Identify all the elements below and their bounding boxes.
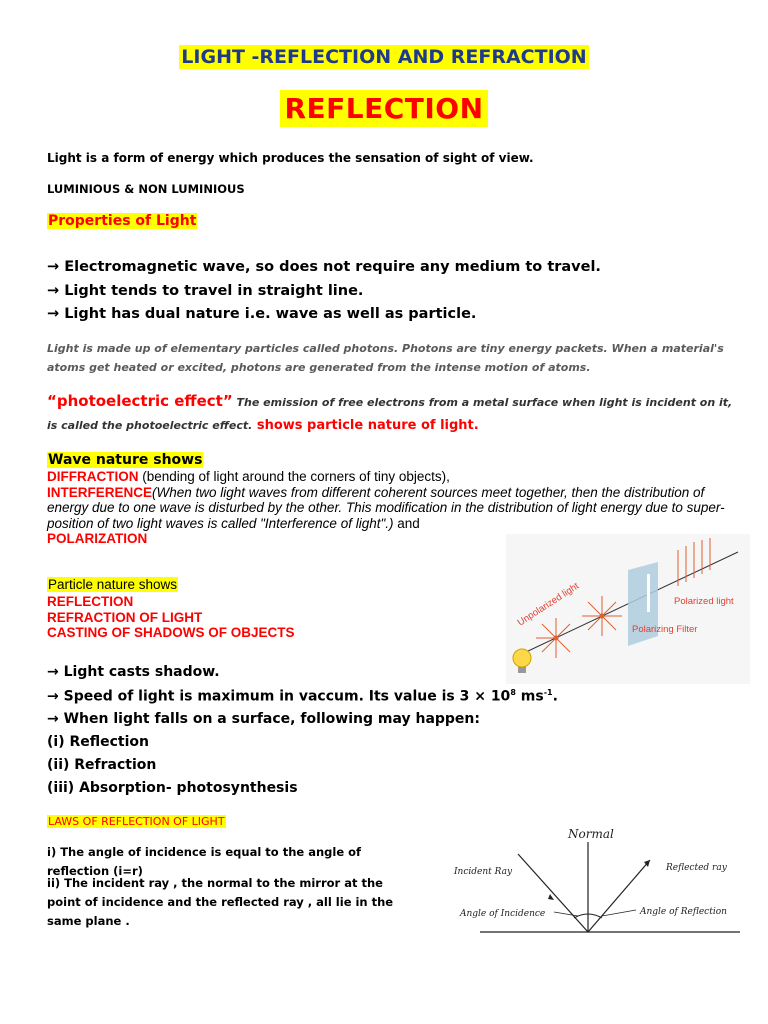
ray-point (600, 614, 605, 619)
case-item: (ii) Refraction (47, 757, 157, 773)
and-text: and (393, 515, 420, 531)
laws-heading: LAWS OF REFLECTION OF LIGHT (48, 815, 225, 828)
wave-nature-heading: Wave nature shows (48, 452, 203, 468)
bulb-icon (513, 649, 531, 667)
unpolarized-label: Unpolarized light (515, 580, 581, 629)
incident-label: Incident Ray (454, 867, 513, 877)
case-item: (iii) Absorption- photosynthesis (47, 780, 298, 796)
interference-label: INTERFERENCE (47, 484, 153, 500)
ray-point (554, 636, 559, 641)
particle-item: REFRACTION OF LIGHT (47, 609, 203, 625)
diffraction-label: DIFFRACTION (47, 469, 139, 484)
photoelectric-paragraph (47, 390, 737, 436)
polarization-label: POLARIZATION (47, 531, 148, 546)
angle-reflection-label: Angle of Reflection (640, 907, 727, 917)
particle-item: REFLECTION (47, 594, 134, 609)
photoelectric-shows: shows particle nature of light. (252, 418, 479, 433)
property-item: → Light tends to travel in straight line. (47, 283, 364, 299)
law-1: i) The angle of incidence is equal to the angle of reflection (i=r) (47, 845, 362, 878)
properties-heading: Properties of Light (48, 213, 197, 229)
reflected-ray (588, 860, 650, 932)
incident-ray (518, 854, 588, 932)
fact-shadow: → Light casts shadow. (47, 664, 220, 680)
reflection-diagram (440, 820, 744, 938)
unpolarized-arrows-1 (536, 618, 570, 658)
angle-incidence-pointer (554, 912, 578, 916)
property-item: → Electromagnetic wave, so does not require any medium to travel. (47, 259, 601, 275)
particle-nature-heading: Particle nature shows (48, 577, 178, 592)
interference-desc: (When two light waves from different coherent sources meet together, then the distribution of energy due to one wave is disturbed by the other. This modification in the distribution of light energy due to super- position of two light waves is called "Interference of light".) (47, 484, 725, 531)
fact-speed: → Speed of light is maximum in vaccum. Its value is $3 \times 10^8$ $ms^{-1}$. (47, 688, 558, 705)
photoelectric-term: “photoelectric effect” (47, 392, 233, 410)
polarization-figure (506, 534, 750, 684)
law-2: ii) The incident ray , the normal to the mirror at the point of incidence and the reflected ray , all lie in the same plane . (47, 876, 394, 928)
particle-nature-list (47, 594, 295, 641)
diffraction-desc: (bending of light around the corners of tiny objects), (138, 469, 450, 484)
page-title: LIGHT -REFLECTION AND REFRACTION (181, 46, 587, 68)
luminous-text: LUMINIOUS & NON LUMINIOUS (47, 182, 245, 196)
polarized-label: Polarized light (674, 596, 734, 607)
polarization-diagram (506, 534, 750, 684)
case-item: (i) Reflection (47, 734, 149, 750)
photons-paragraph: Light is made up of elementary particles called photons. Photons are tiny energy packets. When a material's atoms get heated or excited, photons are generated from the intense motion of atoms. (47, 342, 724, 374)
bulb-base-icon (518, 667, 526, 673)
intro-text: Light is a form of energy which produces the sensation of sight of view. (47, 151, 534, 165)
property-item: → Light has dual nature i.e. wave as well as particle. (47, 306, 477, 322)
section-heading: REFLECTION (0, 92, 768, 125)
reflection-figure (440, 820, 744, 938)
normal-label: Normal (568, 827, 614, 841)
incident-arrow-icon (548, 894, 554, 900)
photoelectric-definition: The emission of free electrons from a metal surface when light is incident on it, is called the photoelectric effect. (47, 396, 733, 432)
reflected-label: Reflected ray (666, 863, 727, 873)
particle-item: CASTING OF SHADOWS OF OBJECTS (47, 625, 295, 640)
filter-label: Polarizing Filter (632, 624, 698, 635)
filter-slit (647, 574, 650, 612)
fact-falls: → When light falls on a surface, following may happen: (47, 711, 480, 727)
polarized-arrows (678, 538, 710, 586)
angle-reflection-pointer (602, 910, 636, 916)
angle-incidence-label: Angle of Incidence (460, 909, 546, 919)
